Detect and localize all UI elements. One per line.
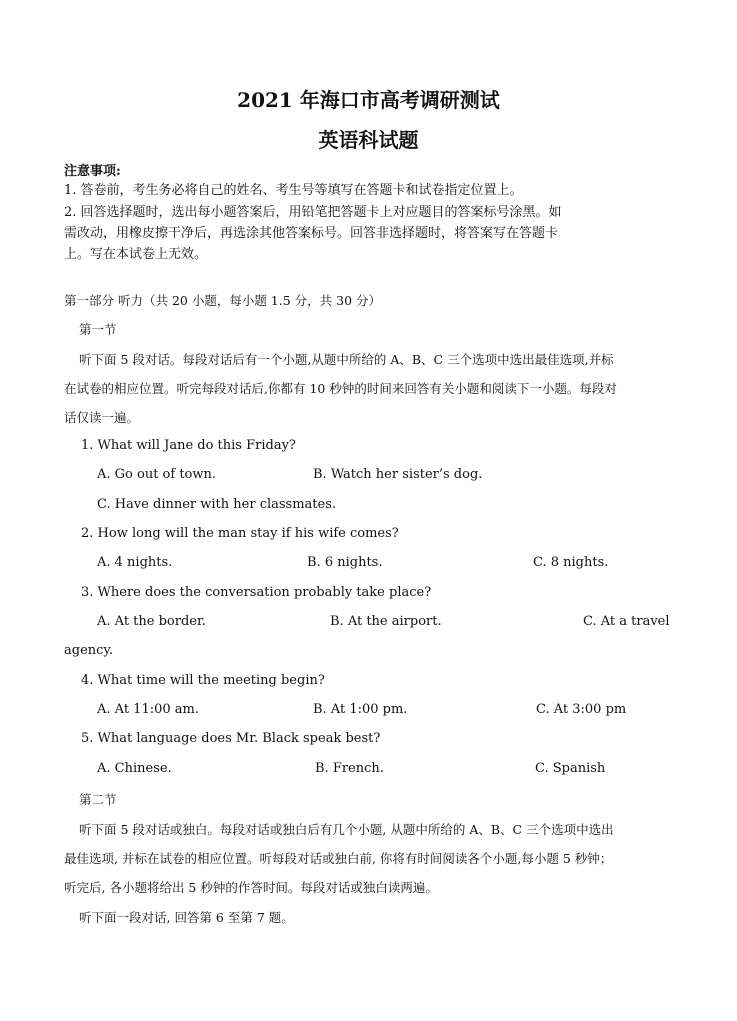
question-4-stem: 4. What time will the meeting begin? [81, 673, 325, 688]
section2-instruction-a: 听下面 5 段对话或独白。每段对话或独白后有几个小题, 从题中所给的 A、B、C 三个选项中选出 [79, 822, 614, 837]
question-3-option-b: B. At the airport. [330, 614, 442, 629]
question-4-option-c: C. At 3:00 pm [536, 702, 627, 717]
notice-line-1: 1. 答卷前，考生务必将自己的姓名、考生号等填写在答题卡和试卷指定位置上。 [64, 183, 523, 198]
question-3-option-a: A. At the border. [97, 614, 206, 629]
question-2-stem: 2. How long will the man stay if his wife comes? [81, 526, 399, 541]
section1-instruction-b: 在试卷的相应位置。听完每段对话后,你都有 10 秒钟的时间来回答有关小题和阅读下一小题。每段对 [64, 381, 617, 396]
exam-title: 2021 年海口市高考调研测试 [237, 88, 500, 112]
section2-instruction-c: 听完后, 各小题将给出 5 秒钟的作答时间。每段对话或独白读两遍。 [64, 880, 438, 895]
question-3-option-c: C. At a travel [583, 614, 670, 629]
question-3-option-c-continued: agency. [64, 643, 114, 658]
question-5-option-a: A. Chinese. [97, 761, 172, 776]
question-2-option-a: A. 4 nights. [97, 555, 173, 570]
question-5-stem: 5. What language does Mr. Black speak best? [81, 731, 381, 746]
question-1-option-a: A. Go out of town. [97, 467, 217, 482]
question-2-option-c: C. 8 nights. [533, 555, 609, 570]
question-4-option-a: A. At 11:00 am. [97, 702, 199, 717]
notice-line-2a: 2. 回答选择题时，选出每小题答案后，用铅笔把答题卡上对应题目的答案标号涂黑。如 [64, 205, 562, 220]
question-1-stem: 1. What will Jane do this Friday? [81, 438, 296, 453]
notice-heading: 注意事项: [64, 164, 121, 179]
exam-subtitle: 英语科试题 [318, 128, 419, 152]
question-1-option-c: C. Have dinner with her classmates. [97, 497, 337, 512]
notice-line-2c: 上。写在本试卷上无效。 [64, 247, 208, 262]
question-4-option-b: B. At 1:00 pm. [313, 702, 408, 717]
question-1-option-b: B. Watch her sister’s dog. [313, 467, 483, 482]
question-5-option-c: C. Spanish [535, 761, 606, 776]
section2-instruction-b: 最佳选项, 并标在试卷的相应位置。听每段对话或独白前, 你将有时间阅读各个小题,每小题 5 秒钟； [64, 851, 613, 866]
part1-header: 第一部分 听力（共 20 小题，每小题 1.5 分，共 30 分） [64, 293, 382, 308]
notice-line-2b: 需改动，用橡皮擦干净后，再选涂其他答案标号。回答非选择题时，将答案写在答题卡 [64, 226, 559, 241]
section1-title: 第一节 [79, 322, 117, 337]
section2-title: 第二节 [79, 792, 117, 807]
section2-next-dialogue: 听下面一段对话, 回答第 6 至第 7 题。 [79, 910, 294, 925]
question-3-stem: 3. Where does the conversation probably take place? [81, 585, 432, 600]
section1-instruction-a: 听下面 5 段对话。每段对话后有一个小题,从题中所给的 A、B、C 三个选项中选出最佳选项,并标 [79, 352, 614, 367]
question-5-option-b: B. French. [315, 761, 384, 776]
question-2-option-b: B. 6 nights. [307, 555, 383, 570]
section1-instruction-c: 话仅读一遍。 [64, 410, 140, 425]
